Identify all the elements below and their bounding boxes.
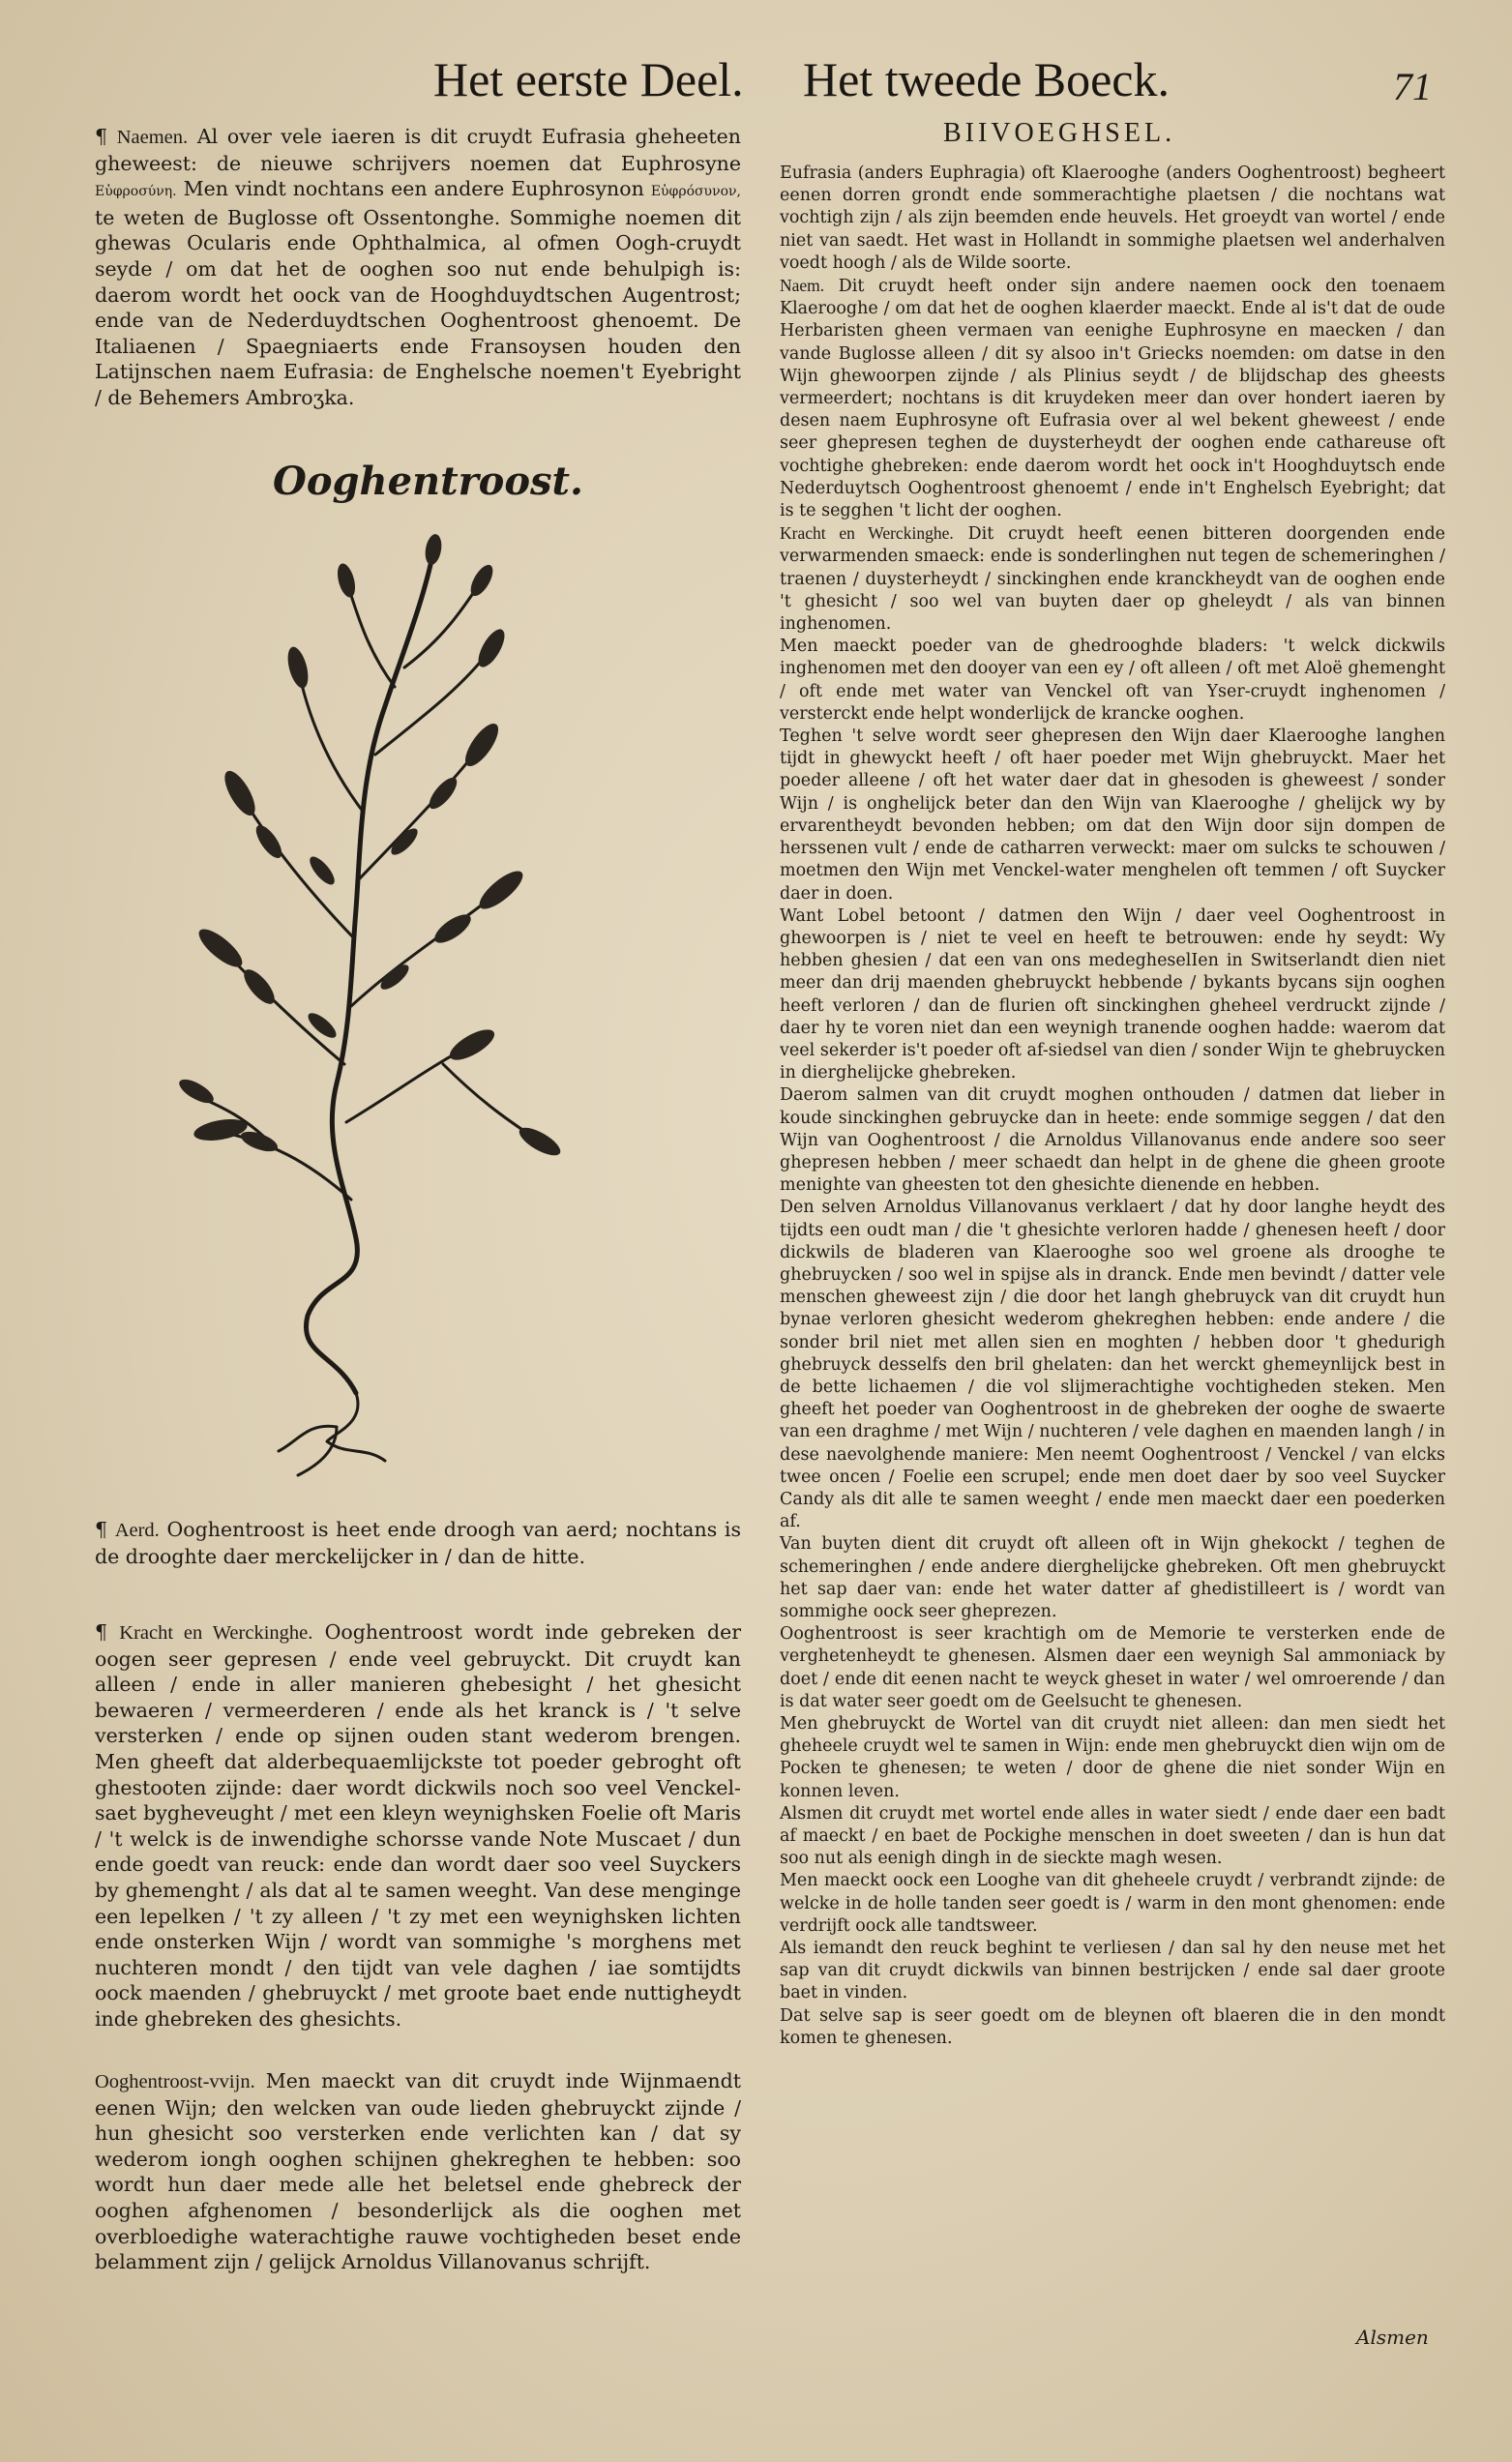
right-p14: Als iemandt den reuck beghint te verliesen / dan sal hy den neuse met het sap van dit cruydt dickwils van binnen bestrijcken / ende sal daer groote baet in vinden.: [780, 1939, 1445, 2003]
right-p4: Men maeckt poeder van de ghedrooghde bladers: 't welck dickwils inghenomen met den dooyer van een ey / oft alleen / oft met Aloë ghemenght / oft ende met water van Venckel oft van Yser-cruydt inghenomen / versterckt ende helpt wonderlijck de krancke ooghen.: [780, 637, 1445, 724]
aerd-paragraph: [95, 1517, 741, 1569]
names-paragraph: [95, 124, 741, 411]
right-p10: Ooghentroost is seer krachtigh om de Memorie te versterken ende de verghetenheydt te ghenesen. Alsmen daer een weynigh Sal ammoniack by doet / ende dit eenen nacht te weyck gheset in water / wel omroerende / dan is dat water seer goedt om de Geelsucht te ghenesen.: [780, 1624, 1445, 1711]
right-p6: Want Lobel betoont / datmen den Wijn / daer veel Ooghentroost in ghewoorpen is / niet te veel en heeft te betrouwen: ende hy seydt: Wy hebben ghesien / dat een van ons medegheselIen in Switserlandt dien niet meer dan drij maenden ghebruyckt hebbende / bykants bycans sijn ooghen heeft verloren / dan de flurien oft sinckinghen gheheel verdruckt zijnde / daer hy te voren niet dan een weynigh tranende ooghen hadde: waerom dat veel sekerder is't poeder oft af-siedsel van dien / sonder Wijn te ghebruycken in dierghelijcke ghebreken.: [780, 905, 1445, 1083]
right-p8: Den selven Arnoldus Villanovanus verklaert / dat hy door langhe heydt des tijdts een oudt man / die 't ghesichte verloren hadde / ghenesen heeft / door dickwils de bladeren van Klaerooghe soo wel groene als drooghe te ghebruycken / soo wel in spijse als in dranck. Ende men bevindt / datter vele menschen gheweest zijn / die door het langh ghebruyck van dit cruydt hun bynae verloren ghesicht wederom ghekreghen hebben: ende andere / die sonder bril niet met allen sien en moghten / hebben door 't ghedurigh ghebruyck desselfs den bril ghelaten: dan het werckt ghemeynlijck best in de bette lichaemen / die vol slijmerachtighe vochtigheden steken. Men gheeft het poeder van Ooghentroost in de ghebreken der ooghe de swaerte van een draghme / met Wijn / nuchteren / vele daghen en maenden langh / in dese naevolghende maniere: Men neemt Ooghentroost / Venckel / van elcks twee oncen / Foelie een scrupel; ende men doet daer by soo veel Suycker Candy als dit alle te samen weeght / ende men maeckt daer een poederken af.: [780, 1198, 1445, 1532]
right-p1: Eufrasia (anders Euphragia) oft Klaerooghe (anders Ooghentroost) begheert eenen dorren grondt ende sommerachtighe plaetsen / die nochtans wat vochtigh zijn / als zijn beemden ende heuvels. Het groeydt van wortel / ende niet van saedt. Het wast in Hollandt in sommighe plaetsen wel anderhalven voedt hoogh / als de Wilde soorte.: [780, 163, 1445, 273]
running-head-left: Het eerste Deel.: [433, 52, 744, 106]
names-text: Al over vele iaeren is dit cruydt Eufrasia gheheeten gheweest: de nieuwe schrijvers noemen dat Euphrosyne: [95, 125, 741, 175]
kracht-label-left: Kracht en Werckinghe.: [119, 1622, 313, 1644]
kracht-label-right: Kracht en Werckinghe.: [780, 523, 954, 544]
names-text-2: Men vindt nochtans een andere Euphrosynon: [183, 177, 644, 201]
greek-term-2: Εὐφρόσυνον,: [650, 184, 741, 200]
margin-mark: ¶: [95, 1620, 120, 1644]
right-p7: Daerom salmen van dit cruydt moghen onthouden / datmen dat lieber in koude sinckinghen gebruycke dan in heete: ende sommige seggen / dat den Wijn van Ooghentroost / die Arnoldus Villanovanus ende andere soo seer ghepresen hebben / meer schaedt dan helpt in de ghene die gheen groote menighte van gheesten tot den ghesichte dienende en hebben.: [780, 1085, 1445, 1196]
margin-mark: ¶: [95, 125, 117, 148]
right-column: [780, 163, 1445, 2050]
wijn-paragraph: [95, 2068, 741, 2275]
section-subtitle: BIIVOEGHSEL.: [943, 118, 1176, 148]
names-label: Naemen.: [116, 127, 189, 148]
aerd-label: Aerd.: [114, 1520, 160, 1541]
kracht-paragraph-left: [95, 1619, 741, 2032]
right-p11: Men ghebruyckt de Wortel van dit cruydt niet alleen: dan men siedt het gheheele cruydt wel te samen in Wijn: ende men ghebruyckt dien wijn om de Pocken te ghenesen; te weten / door de ghene die niet sonder Wijn en konnen leven.: [780, 1714, 1445, 1801]
right-p12: Alsmen dit cruydt met wortel ende alles in water siedt / ende daer een badt af maeckt / en baet de Pockighe menschen in doet sweeten / dan is hun dat soo nut als eenigh dingh in de sieckte magh wesen.: [780, 1803, 1445, 1869]
folio-number: 71: [1393, 65, 1432, 108]
greek-term-1: Εὐφροσύνη.: [95, 184, 177, 200]
plant-title: Ooghentroost.: [273, 459, 583, 504]
running-head-right: Het tweede Boeck.: [803, 52, 1171, 106]
right-p15: Dat selve sap is seer goedt om de bleynen oft blaeren die in den mondt komen te ghenesen.: [780, 2005, 1445, 2048]
wijn-text: Men maeckt van dit cruydt inde Wijnmaendt eenen Wijn; den welcken van oude lieden ghebruyckt zijnde / hun ghesicht soo versterken ende verlichten kan / dat sy wederom iongh ooghen schijnen ghekreghen te hebben: soo wordt hun daer mede alle het beletsel ende ghebreck der ooghen afghenomen / besonderlijck als die ooghen met overbloedighe waterachtighe rauwe vochtigheden beset ende belamment zijn / gelijck Arnoldus Villanovanus schrijft.: [95, 2069, 741, 2274]
aerd-text: Ooghentroost is heet ende droogh van aerd; nochtans is de drooghte daer merckelijcker in / dan de hitte.: [95, 1518, 741, 1568]
right-p2: Dit cruydt heeft onder sijn andere naemen oock den toenaem Klaerooghe / om dat het de ooghen klaerder maeckt. Ende al is't dat de oude Herbaristen gheen vermaen van eenighe Euphrosyne en maecken / dan vande Buglosse alleen / dit sy alsoo in't Griecks noemden: om datse in den Wijn ghewoorpen zijnde / als Plinius seydt / de blijdschap des gheests vermeerdert; nochtans is dit kruydeken meer dan over hondert iaeren by desen naem Euphrosyne oft Eufrasia over al wel bekent gheweest / ende seer ghepresen teghen de duysterheydt der ooghen ende cathareuse oft vochtighe ghebreken: ende daerom wordt het oock in't Hooghduytsch ende Nederduytsch Ooghentroost ghenoemt / ende in't Enghelsch Eyebright; dat is te segghen 't licht der ooghen.: [780, 277, 1445, 521]
right-p5: Teghen 't selve wordt seer ghepresen den Wijn daer Klaerooghe langhen tijdt in ghewyckt heeft / oft haer poeder met Wijn ghebruyckt. Maer het poeder alleene / oft het water daer dat in ghesoden is gheweest / sonder Wijn / is onghelijck beter dan den Wijn van Klaerooghe / ghelijck wy by ervarentheydt bevonden hebben; om dat den Wijn door sijn dompen de herssenen vult / ende de catharren verweckt: maer om sulcks te schouwen / moetmen den Wijn met Venckel-water menghelen oft temmen / oft Suycker daer in doen.: [780, 727, 1445, 904]
right-p3: Dit cruydt heeft eenen bitteren doorgenden ende verwarmenden smaeck: ende is sonderlinghen nut tegen de schemeringhen / traenen / duysterheydt / sinckinghen ende kranckheydt van de ooghen ende 't ghesicht / soo wel van buyten daer op gheleydt / als van binnen inghenomen.: [780, 524, 1446, 635]
margin-mark: ¶: [95, 1518, 115, 1541]
catchword: Alsmen: [1356, 2326, 1429, 2349]
plant-woodcut-illustration: [114, 522, 733, 1490]
names-text-3: te weten de Buglosse oft Ossentonghe. Sommighe noemen dit ghewas Ocularis ende Ophthalmica, al ofmen Oogh-cruydt seyde / om dat het de ooghen soo nut ende behulpigh is: daerom wordt het oock van de Hooghduydtschen Augentrost; ende van de Nederduydtschen Ooghentroost ghenoemt. De Italiaenen / Spaegniaerts ende Fransoysen houden den Latijnschen naem Eufrasia: de Enghelsche noemen't Eyebright / de Behemers Ambroʒka.: [95, 205, 741, 409]
naem-label: Naem.: [780, 276, 825, 296]
kracht-text-left: Ooghentroost wordt inde gebreken der oogen seer gepresen / ende veel gebruyckt. Dit cruydt kan alleen / ende in aller manieren ghebesight / het ghesicht bewaeren / vermeerderen / ende als het kranck is / 't selve versterken / ende op sijnen ouden stant wederom brengen. Men gheeft dat alderbequaemlijckste tot poeder gebroght oft ghestooten zijnde: daer wordt dickwils noch soo veel Venckel-saet bygheveught / met een kleyn weynighsken Foelie oft Maris / 't welck is de inwendighe schorsse vande Note Muscaet / dun ende goedt van reuck: ende dan wordt daer soo veel Suyckers by ghemenght / als dat al te samen weeght. Van dese menginge een lepelken / 't zy alleen / 't zy met een weynighsken lichten ende onsterken Wijn / wordt van sommighe 's morghens met nuchteren mondt / den tijdt van vele daghen / iae somtijdts oock maenden / ghebruyckt / met groote baet ende nuttigheydt inde ghebreken des ghesichts.: [95, 1620, 741, 2031]
right-p9: Van buyten dient dit cruydt oft alleen oft in Wijn ghekockt / teghen de schemeringhen / ende andere dierghelijcke ghebreken. Oft men ghebruyckt het sap daer van: ende het water datter af ghedistilleert is / wordt van sommighe oock seer gheprezen.: [780, 1534, 1445, 1621]
wijn-label: Ooghentroost-vvijn.: [95, 2071, 255, 2092]
right-p13: Men maeckt oock een Looghe van dit gheheele cruydt / verbrandt zijnde: de welcke in de holle tanden seer goedt is / warm in den mont ghenomen: ende verdrijft oock alle tandtsweer.: [780, 1871, 1445, 1936]
